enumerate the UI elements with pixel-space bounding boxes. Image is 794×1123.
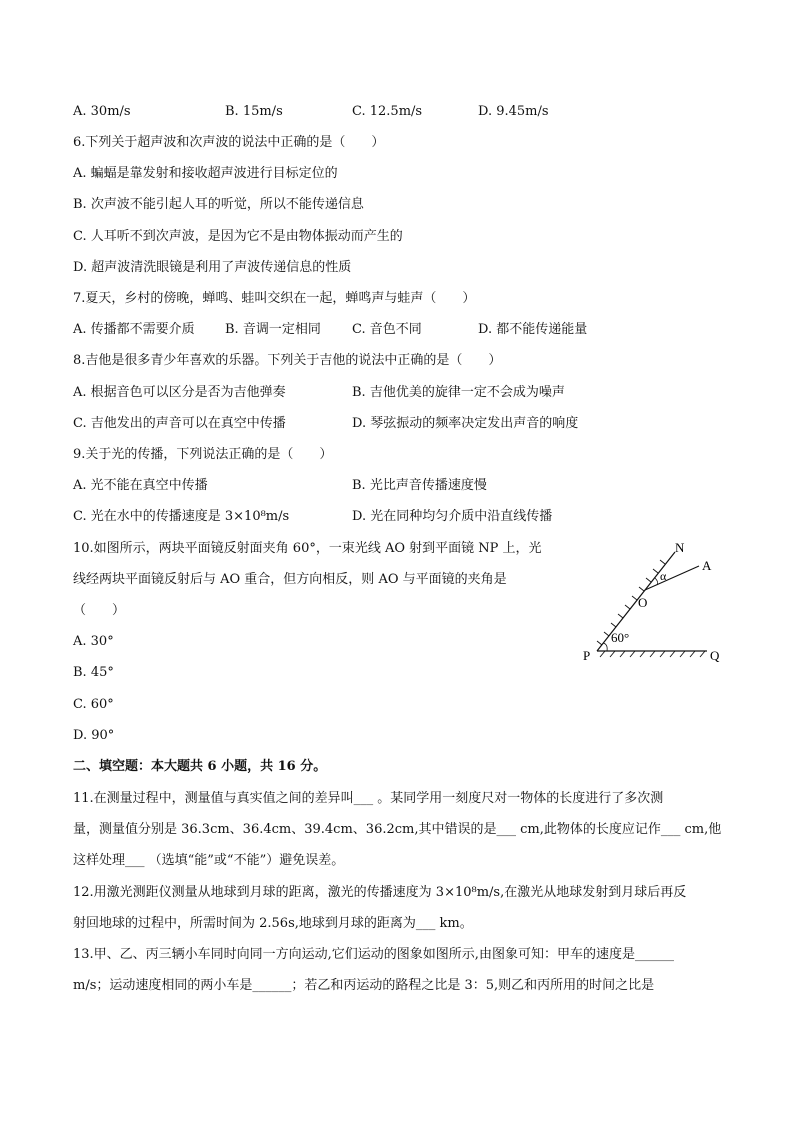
q8-option-d: D. 琴弦振动的频率决定发出声音的响度 — [352, 416, 579, 431]
q6-option-a: A. 蝙蝠是靠发射和接收超声波进行目标定位的 — [73, 166, 338, 181]
label-o: O — [638, 595, 648, 610]
q5-option-c: C. 12.5m/s — [352, 104, 423, 119]
q5-option-d: D. 9.45m/s — [478, 104, 549, 119]
q5-option-b: B. 15m/s — [225, 104, 283, 119]
label-p: P — [583, 648, 591, 663]
q11-line1: 11.在测量过程中，测量值与真实值之间的差异叫___ 。某同学用一刻度尺对一物体的长度进行了多次测 — [73, 791, 664, 806]
q12-line1: 12.用激光测距仪测量从地球到月球的距离，激光的传播速度为 3×10⁸m/s,在激光从地球发射到月球后再反 — [73, 885, 687, 900]
mirror-pq-hatching — [600, 651, 705, 657]
q10-option-d: D. 90° — [73, 728, 115, 743]
q7-option-d: D. 都不能传递能量 — [478, 322, 588, 337]
q8-stem: 8.吉他是很多青少年喜欢的乐器。下列关于吉他的说法中正确的是（ ） — [73, 353, 502, 368]
label-60-degree: 60° — [611, 630, 630, 645]
section-heading-fill-in: 二、填空题：本大题共 6 小题，共 16 分。 — [73, 759, 327, 774]
q6-stem: 6.下列关于超声波和次声波的说法中正确的是（ ） — [73, 135, 385, 150]
q10-stem-line2: 线经两块平面镜反射后与 AO 重合，但方向相反，则 AO 与平面镜的夹角是 — [73, 572, 507, 587]
q6-option-c: C. 人耳听不到次声波，是因为它不是由物体振动而产生的 — [73, 229, 403, 244]
q8-option-b: B. 吉他优美的旋律一定不会成为噪声 — [352, 385, 565, 400]
q10-option-b: B. 45° — [73, 665, 114, 680]
label-q: Q — [710, 648, 720, 663]
q9-option-a: A. 光不能在真空中传播 — [73, 478, 208, 493]
q10-stem-line3: （ ） — [73, 603, 126, 618]
q9-option-d: D. 光在同种均匀介质中沿直线传播 — [352, 509, 553, 524]
mirror-np-hatching — [597, 560, 665, 645]
q13-line2: m/s；运动速度相同的两小车是______；若乙和丙运动的路程之比是 3：5,则乙和丙所用的时间之比是 — [73, 978, 655, 993]
alpha-arc — [655, 578, 658, 585]
q9-option-c: C. 光在水中的传播速度是 3×10⁸m/s — [73, 509, 290, 524]
q10-stem-line1: 10.如图所示，两块平面镜反射面夹角 60°，一束光线 AO 射到平面镜 NP 上，光 — [73, 541, 542, 556]
q7-option-a: A. 传播都不需要介质 — [73, 322, 195, 337]
q5-option-a: A. 30m/s — [73, 104, 131, 119]
q6-option-b: B. 次声波不能引起人耳的听觉，所以不能传递信息 — [73, 197, 364, 212]
q10-option-a: A. 30° — [73, 634, 114, 649]
q9-option-b: B. 光比声音传播速度慢 — [352, 478, 487, 493]
mirror-diagram — [575, 538, 735, 673]
q11-line2: 量，测量值分别是 36.3cm、36.4cm、39.4cm、36.2cm,其中错误的是___ cm,此物体的长度应记作___ cm,他 — [73, 822, 722, 837]
q7-option-b: B. 音调一定相同 — [225, 322, 321, 337]
q7-option-c: C. 音色不同 — [352, 322, 422, 337]
label-n: N — [675, 540, 685, 555]
q13-line1: 13.甲、乙、丙三辆小车同时向同一方向运动,它们运动的图象如图所示,由图象可知：甲车的速度是______ — [73, 947, 674, 962]
q8-option-c: C. 吉他发出的声音可以在真空中传播 — [73, 416, 286, 431]
q6-option-d: D. 超声波清洗眼镜是利用了声波传递信息的性质 — [73, 260, 352, 275]
q8-option-a: A. 根据音色可以区分是否为吉他弹奏 — [73, 385, 286, 400]
angle-60-arc — [603, 643, 607, 651]
q9-stem: 9.关于光的传播，下列说法正确的是（ ） — [73, 447, 333, 462]
label-alpha: α — [660, 569, 667, 583]
q10-option-c: C. 60° — [73, 697, 114, 712]
q7-stem: 7.夏天，乡村的傍晚，蝉鸣、蛙叫交织在一起，蝉鸣声与蛙声（ ） — [73, 291, 476, 306]
q12-line2: 射回地球的过程中，所需时间为 2.56s,地球到月球的距离为___ km。 — [73, 916, 473, 931]
label-a: A — [702, 558, 712, 573]
q11-line3: 这样处理___ （选填“能”或“不能”）避免误差。 — [73, 853, 345, 868]
